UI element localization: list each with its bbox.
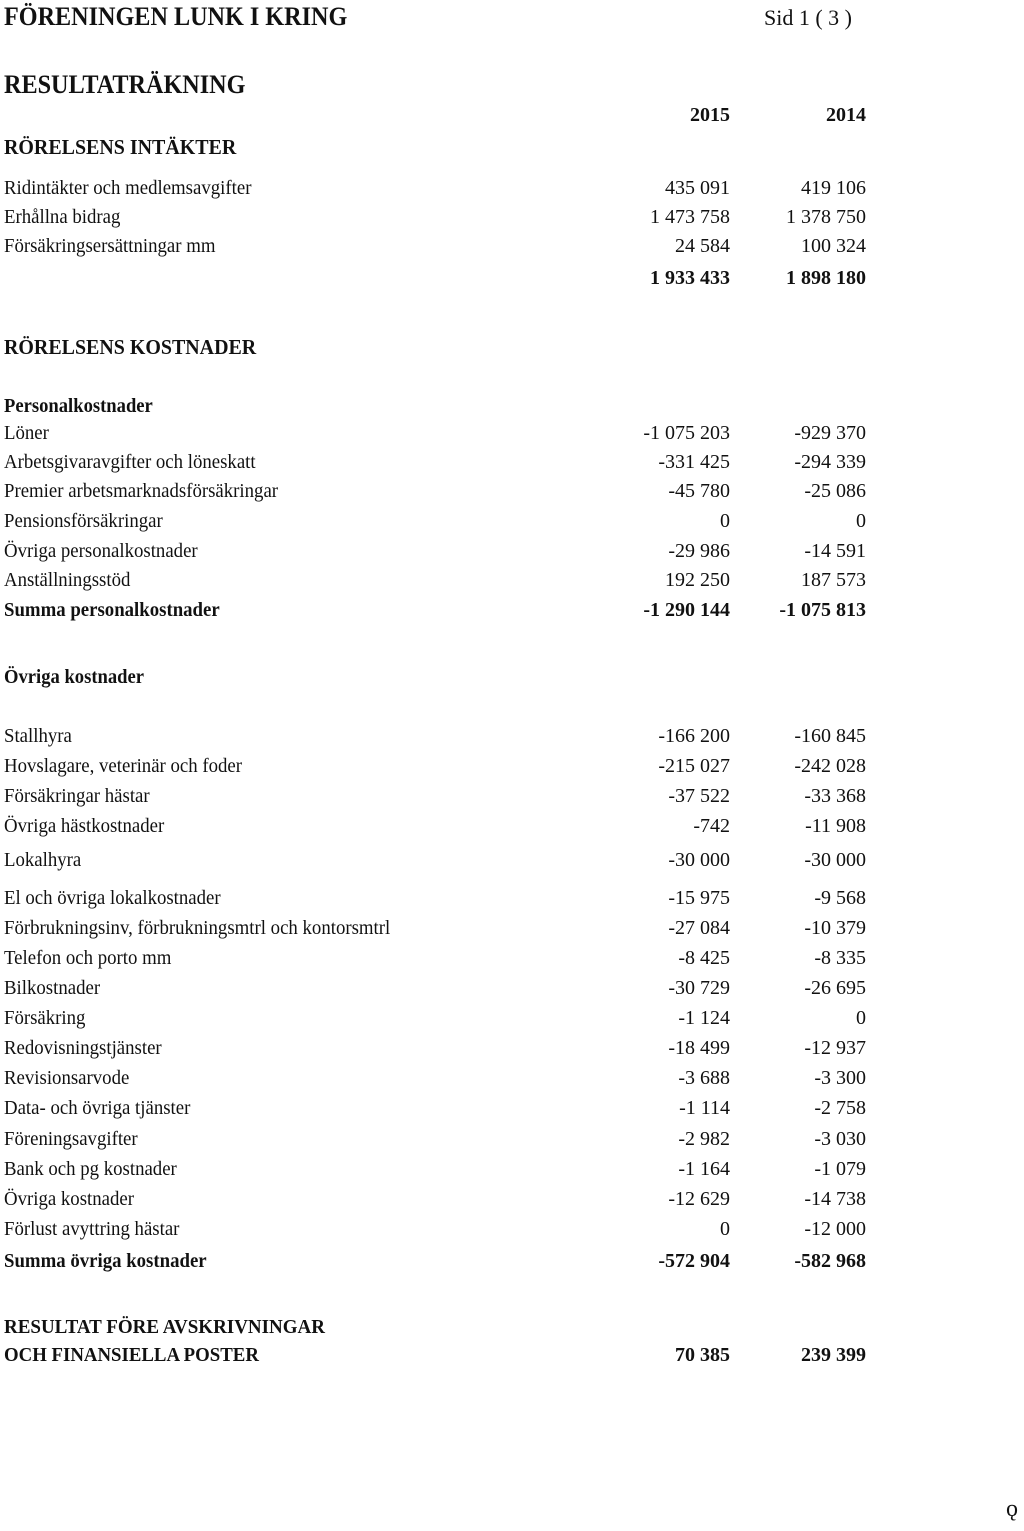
- value-2015: -331 425: [658, 451, 730, 473]
- year-2014-header: 2014: [826, 104, 866, 126]
- value-2014: -12 937: [804, 1037, 866, 1059]
- row-label: Revisionsarvode: [4, 1067, 130, 1089]
- table-row: [4, 755, 1024, 783]
- table-row: [4, 235, 1024, 263]
- value-2015: -37 522: [668, 785, 730, 807]
- row-label: Förlust avyttring hästar: [4, 1218, 180, 1240]
- value-2014: -25 086: [804, 480, 866, 502]
- table-row: [4, 917, 1024, 945]
- row-label: Försäkringsersättningar mm: [4, 235, 216, 257]
- value-2014: -294 339: [794, 451, 866, 473]
- result-2015: 70 385: [675, 1344, 730, 1366]
- value-2014: -160 845: [794, 725, 866, 747]
- value-2014: -9 568: [814, 887, 866, 909]
- value-2014: -1 079: [814, 1158, 866, 1180]
- value-2014: -3 030: [814, 1128, 866, 1150]
- value-2015: 0: [720, 510, 730, 532]
- row-label: Löner: [4, 422, 49, 444]
- value-2015: -166 200: [658, 725, 730, 747]
- row-label: Summa personalkostnader: [4, 599, 220, 621]
- table-row: [4, 540, 1024, 568]
- personnel-costs-heading: Personalkostnader: [4, 395, 153, 417]
- value-2014: -929 370: [794, 422, 866, 444]
- value-2014: -30 000: [804, 849, 866, 871]
- table-row: [4, 1188, 1024, 1216]
- value-2014: -26 695: [804, 977, 866, 999]
- row-label: Hovslagare, veterinär och foder: [4, 755, 243, 777]
- row-label: Bank och pg kostnader: [4, 1158, 177, 1180]
- value-2014: -8 335: [814, 947, 866, 969]
- personnel-total-row: [4, 599, 1024, 627]
- row-label: Försäkring: [4, 1007, 86, 1029]
- value-2015: 0: [720, 1218, 730, 1240]
- row-label: Bilkostnader: [4, 977, 101, 999]
- row-label: Stallhyra: [4, 725, 72, 747]
- table-row: [4, 177, 1024, 205]
- value-2015: -8 425: [678, 947, 730, 969]
- table-row: [4, 1037, 1024, 1065]
- row-label: El och övriga lokalkostnader: [4, 887, 221, 909]
- table-row: [4, 206, 1024, 234]
- table-row: [4, 977, 1024, 1005]
- value-2014: -14 738: [804, 1188, 866, 1210]
- row-label: Data- och övriga tjänster: [4, 1097, 191, 1119]
- value-2014: -14 591: [804, 540, 866, 562]
- total-2015: -572 904: [658, 1250, 730, 1272]
- table-row: [4, 1158, 1024, 1186]
- value-2015: -30 000: [668, 849, 730, 871]
- row-label: Försäkringar hästar: [4, 785, 150, 807]
- table-row: [4, 1067, 1024, 1095]
- row-label: Erhållna bidrag: [4, 206, 121, 228]
- row-label: Arbetsgivaravgifter och löneskatt: [4, 451, 256, 473]
- row-label: Telefon och porto mm: [4, 947, 172, 969]
- value-2015: -2 982: [678, 1128, 730, 1150]
- table-row: [4, 480, 1024, 508]
- table-row: [4, 510, 1024, 538]
- value-2015: -18 499: [668, 1037, 730, 1059]
- row-label: Pensionsförsäkringar: [4, 510, 163, 532]
- table-row: [4, 725, 1024, 753]
- value-2015: -30 729: [668, 977, 730, 999]
- result-row: [4, 1344, 1024, 1372]
- total-2014: -582 968: [794, 1250, 866, 1272]
- row-label: Ridintäkter och medlemsavgifter: [4, 177, 252, 199]
- value-2015: -1 114: [679, 1097, 730, 1119]
- result-heading-line1: RESULTAT FÖRE AVSKRIVNINGAR: [4, 1316, 325, 1338]
- table-row: [4, 569, 1024, 597]
- value-2014: -3 300: [814, 1067, 866, 1089]
- table-row: [4, 815, 1024, 843]
- table-row: [4, 1218, 1024, 1246]
- value-2015: -29 986: [668, 540, 730, 562]
- report-title: RESULTATRÄKNING: [4, 70, 246, 99]
- value-2014: 0: [856, 1007, 866, 1029]
- table-row: [4, 451, 1024, 479]
- table-row: [4, 887, 1024, 915]
- row-label: Övriga hästkostnader: [4, 815, 165, 837]
- table-row: [4, 1128, 1024, 1156]
- margin-mark: ǫ: [1006, 1496, 1018, 1522]
- row-label: Premier arbetsmarknadsförsäkringar: [4, 480, 279, 502]
- value-2014: 187 573: [801, 569, 866, 591]
- table-row: [4, 1097, 1024, 1125]
- value-2015: -3 688: [678, 1067, 730, 1089]
- value-2014: -33 368: [804, 785, 866, 807]
- result-heading-line2: OCH FINANSIELLA POSTER: [4, 1344, 259, 1366]
- value-2015: -45 780: [668, 480, 730, 502]
- row-label: Föreningsavgifter: [4, 1128, 138, 1150]
- table-row: [4, 422, 1024, 450]
- row-label: Lokalhyra: [4, 849, 82, 871]
- row-label: Övriga kostnader: [4, 1188, 134, 1210]
- year-2015-header: 2015: [690, 104, 730, 126]
- value-2015: 192 250: [665, 569, 730, 591]
- total-2015: -1 290 144: [643, 599, 730, 621]
- organization-name: FÖRENINGEN LUNK I KRING: [4, 2, 348, 31]
- row-label: Summa övriga kostnader: [4, 1250, 207, 1272]
- page-number: Sid 1 ( 3 ): [764, 5, 852, 30]
- value-2014: 100 324: [801, 235, 866, 257]
- costs-heading: RÖRELSENS KOSTNADER: [4, 335, 257, 359]
- income-heading: RÖRELSENS INTÄKTER: [4, 135, 237, 159]
- row-label: Anställningsstöd: [4, 569, 131, 591]
- row-label: Övriga personalkostnader: [4, 540, 198, 562]
- value-2014: 1 378 750: [786, 206, 866, 228]
- value-2014: -11 908: [805, 815, 866, 837]
- value-2014: -2 758: [814, 1097, 866, 1119]
- value-2015: -27 084: [668, 917, 730, 939]
- value-2014: 0: [856, 510, 866, 532]
- value-2015: -1 124: [678, 1007, 730, 1029]
- value-2015: -215 027: [658, 755, 730, 777]
- value-2014: -12 000: [804, 1218, 866, 1240]
- value-2015: -12 629: [668, 1188, 730, 1210]
- total-2015: 1 933 433: [650, 267, 730, 289]
- income-total-row: [4, 267, 1024, 295]
- result-2014: 239 399: [801, 1344, 866, 1366]
- value-2014: -242 028: [794, 755, 866, 777]
- table-row: [4, 785, 1024, 813]
- other-costs-heading: Övriga kostnader: [4, 666, 145, 688]
- value-2015: -742: [693, 815, 730, 837]
- total-2014: 1 898 180: [786, 267, 866, 289]
- value-2015: -15 975: [668, 887, 730, 909]
- row-label: Förbrukningsinv, förbrukningsmtrl och kontorsmtrl: [4, 917, 391, 939]
- value-2015: -1 075 203: [643, 422, 730, 444]
- other-costs-total-row: [4, 1250, 1024, 1278]
- value-2015: 24 584: [675, 235, 730, 257]
- total-2014: -1 075 813: [779, 599, 866, 621]
- row-label: Redovisningstjänster: [4, 1037, 162, 1059]
- value-2015: 1 473 758: [650, 206, 730, 228]
- value-2015: -1 164: [678, 1158, 730, 1180]
- table-row: [4, 947, 1024, 975]
- value-2014: -10 379: [804, 917, 866, 939]
- table-row: [4, 849, 1024, 877]
- table-row: [4, 1007, 1024, 1035]
- value-2015: 435 091: [665, 177, 730, 199]
- value-2014: 419 106: [801, 177, 866, 199]
